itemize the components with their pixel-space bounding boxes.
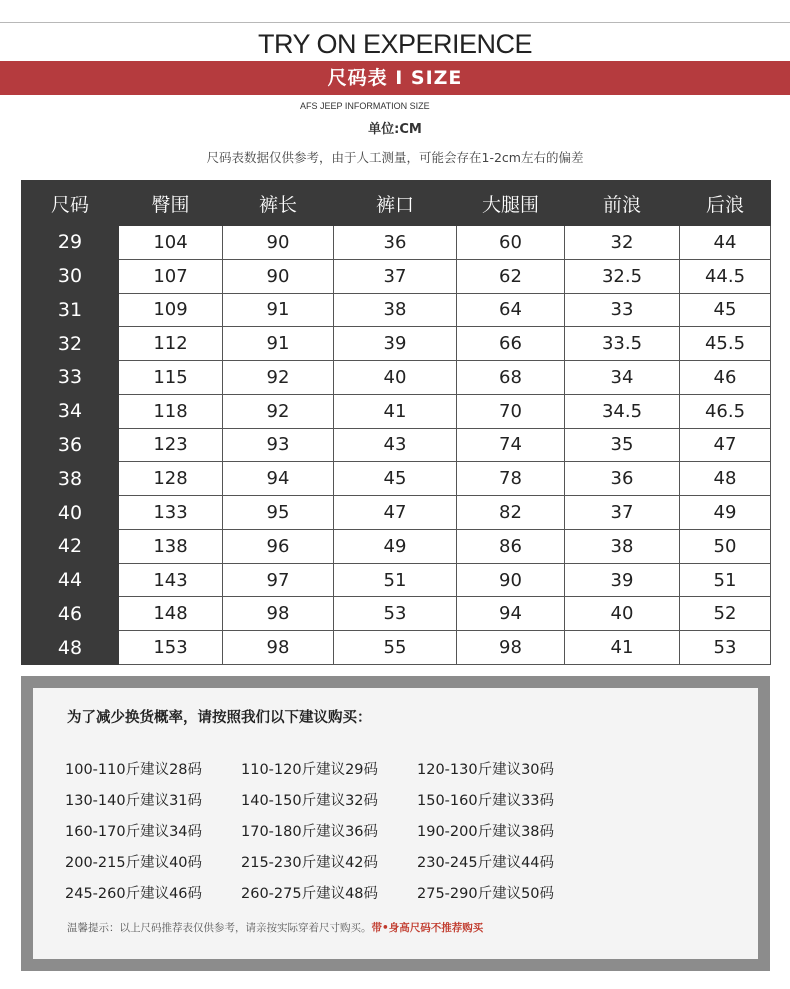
recommendation-list (65, 760, 725, 904)
table-body (22, 226, 771, 665)
table-row (22, 428, 771, 462)
measurement-cell: 78 (457, 462, 565, 496)
measurement-cell: 62 (457, 259, 565, 293)
recommendation-item: 200-215斤建议40码 (65, 855, 203, 871)
measurement-cell: 60 (457, 226, 565, 260)
measurement-cell: 49 (334, 529, 457, 563)
measurement-cell: 118 (119, 394, 223, 428)
measurement-cell: 46.5 (680, 394, 771, 428)
recommendation-item: 130-140斤建议31码 (65, 793, 203, 809)
table-row (22, 394, 771, 428)
measurement-cell: 35 (565, 428, 680, 462)
measurement-cell: 68 (457, 361, 565, 395)
column-header: 裤长 (223, 181, 334, 226)
measurement-cell: 90 (457, 563, 565, 597)
table-row (22, 327, 771, 361)
measurement-cell: 90 (223, 226, 334, 260)
table-row (22, 259, 771, 293)
measurement-cell: 40 (565, 597, 680, 631)
measurement-cell: 133 (119, 496, 223, 530)
measurement-cell: 91 (223, 327, 334, 361)
recommendation-item: 245-260斤建议46码 (65, 886, 203, 902)
size-cell: 46 (22, 597, 119, 631)
note-text: 温馨提示：以上尺码推荐表仅供参考，请亲按实际穿着尺寸购买。 (67, 922, 372, 934)
measurement-cell: 91 (223, 293, 334, 327)
measurement-cell: 41 (334, 394, 457, 428)
info-caption: AFS JEEP INFORMATION SIZE (300, 101, 430, 111)
table-row (22, 563, 771, 597)
measurement-cell: 39 (334, 327, 457, 361)
recommendation-panel (33, 688, 758, 959)
measurement-cell: 51 (680, 563, 771, 597)
recommendation-item: 100-110斤建议28码 (65, 762, 203, 778)
measurement-cell: 143 (119, 563, 223, 597)
size-cell: 34 (22, 394, 119, 428)
measurement-cell: 40 (334, 361, 457, 395)
measurement-cell: 123 (119, 428, 223, 462)
measurement-cell: 37 (565, 496, 680, 530)
size-cell: 36 (22, 428, 119, 462)
measurement-cell: 82 (457, 496, 565, 530)
size-banner: 尺码表 I SIZE (0, 61, 790, 95)
measurement-cell: 148 (119, 597, 223, 631)
measurement-cell: 45 (334, 462, 457, 496)
measurement-cell: 98 (223, 597, 334, 631)
measurement-cell: 55 (334, 631, 457, 665)
table-row (22, 529, 771, 563)
recommendation-item: 160-170斤建议34码 (65, 824, 203, 840)
size-cell: 44 (22, 563, 119, 597)
measurement-cell: 53 (334, 597, 457, 631)
measurement-cell: 49 (680, 496, 771, 530)
measurement-cell: 43 (334, 428, 457, 462)
column-header: 裤口 (334, 181, 457, 226)
size-cell: 30 (22, 259, 119, 293)
page-title: TRY ON EXPERIENCE (257, 29, 533, 59)
column-header: 大腿围 (457, 181, 565, 226)
recommendation-item: 170-180斤建议36码 (241, 824, 379, 840)
measurement-cell: 86 (457, 529, 565, 563)
recommendation-item: 150-160斤建议33码 (417, 793, 555, 809)
size-cell: 33 (22, 361, 119, 395)
table-row (22, 293, 771, 327)
measurement-cell: 94 (457, 597, 565, 631)
measurement-cell: 153 (119, 631, 223, 665)
measurement-cell: 74 (457, 428, 565, 462)
measurement-cell: 98 (457, 631, 565, 665)
measurement-cell: 53 (680, 631, 771, 665)
measurement-cell: 92 (223, 361, 334, 395)
measurement-cell: 36 (334, 226, 457, 260)
recommendation-item: 230-245斤建议44码 (417, 855, 555, 871)
recommendation-item: 190-200斤建议38码 (417, 824, 555, 840)
measurement-disclaimer: 尺码表数据仅供参考，由于人工测量，可能会存在1-2cm左右的偏差 (206, 150, 584, 165)
size-table (21, 180, 771, 665)
measurement-cell: 138 (119, 529, 223, 563)
height-warning: 带•身高尺码不推荐购买 (371, 922, 484, 934)
table-row (22, 631, 771, 665)
measurement-cell: 70 (457, 394, 565, 428)
recommendation-box (21, 676, 770, 971)
table-row (22, 597, 771, 631)
recommendation-item: 260-275斤建议48码 (241, 886, 379, 902)
measurement-cell: 128 (119, 462, 223, 496)
measurement-cell: 97 (223, 563, 334, 597)
column-header: 臀围 (119, 181, 223, 226)
recommendation-item: 140-150斤建议32码 (241, 793, 379, 809)
measurement-cell: 95 (223, 496, 334, 530)
recommendation-item: 215-230斤建议42码 (241, 855, 379, 871)
size-cell: 42 (22, 529, 119, 563)
measurement-cell: 32 (565, 226, 680, 260)
measurement-cell: 44.5 (680, 259, 771, 293)
measurement-cell: 64 (457, 293, 565, 327)
size-cell: 29 (22, 226, 119, 260)
measurement-cell: 51 (334, 563, 457, 597)
table-header-row (22, 181, 771, 226)
measurement-cell: 96 (223, 529, 334, 563)
column-header: 尺码 (22, 181, 119, 226)
measurement-cell: 41 (565, 631, 680, 665)
measurement-cell: 109 (119, 293, 223, 327)
measurement-cell: 38 (334, 293, 457, 327)
recommendation-item: 275-290斤建议50码 (417, 886, 555, 902)
measurement-cell: 92 (223, 394, 334, 428)
recommendation-note (67, 920, 483, 935)
measurement-cell: 44 (680, 226, 771, 260)
measurement-cell: 47 (680, 428, 771, 462)
size-cell: 40 (22, 496, 119, 530)
recommendation-item: 110-120斤建议29码 (241, 762, 379, 778)
table-row (22, 496, 771, 530)
measurement-cell: 98 (223, 631, 334, 665)
measurement-cell: 112 (119, 327, 223, 361)
measurement-cell: 32.5 (565, 259, 680, 293)
measurement-cell: 115 (119, 361, 223, 395)
measurement-cell: 90 (223, 259, 334, 293)
measurement-cell: 38 (565, 529, 680, 563)
measurement-cell: 48 (680, 462, 771, 496)
size-cell: 48 (22, 631, 119, 665)
recommendation-heading: 为了减少换货概率，请按照我们以下建议购买： (67, 710, 372, 726)
column-header: 后浪 (680, 181, 771, 226)
measurement-cell: 66 (457, 327, 565, 361)
measurement-cell: 39 (565, 563, 680, 597)
size-cell: 32 (22, 327, 119, 361)
table-row (22, 226, 771, 260)
top-divider (0, 22, 790, 23)
measurement-cell: 33.5 (565, 327, 680, 361)
measurement-cell: 34.5 (565, 394, 680, 428)
measurement-cell: 52 (680, 597, 771, 631)
measurement-cell: 37 (334, 259, 457, 293)
table-row (22, 462, 771, 496)
measurement-cell: 45.5 (680, 327, 771, 361)
recommendation-item: 120-130斤建议30码 (417, 762, 555, 778)
measurement-cell: 33 (565, 293, 680, 327)
measurement-cell: 50 (680, 529, 771, 563)
measurement-cell: 36 (565, 462, 680, 496)
measurement-cell: 46 (680, 361, 771, 395)
measurement-cell: 45 (680, 293, 771, 327)
measurement-cell: 34 (565, 361, 680, 395)
measurement-cell: 94 (223, 462, 334, 496)
table-row (22, 361, 771, 395)
measurement-cell: 93 (223, 428, 334, 462)
measurement-cell: 104 (119, 226, 223, 260)
unit-label: 单位:CM (368, 122, 422, 137)
column-header: 前浪 (565, 181, 680, 226)
size-cell: 38 (22, 462, 119, 496)
measurement-cell: 107 (119, 259, 223, 293)
size-cell: 31 (22, 293, 119, 327)
measurement-cell: 47 (334, 496, 457, 530)
